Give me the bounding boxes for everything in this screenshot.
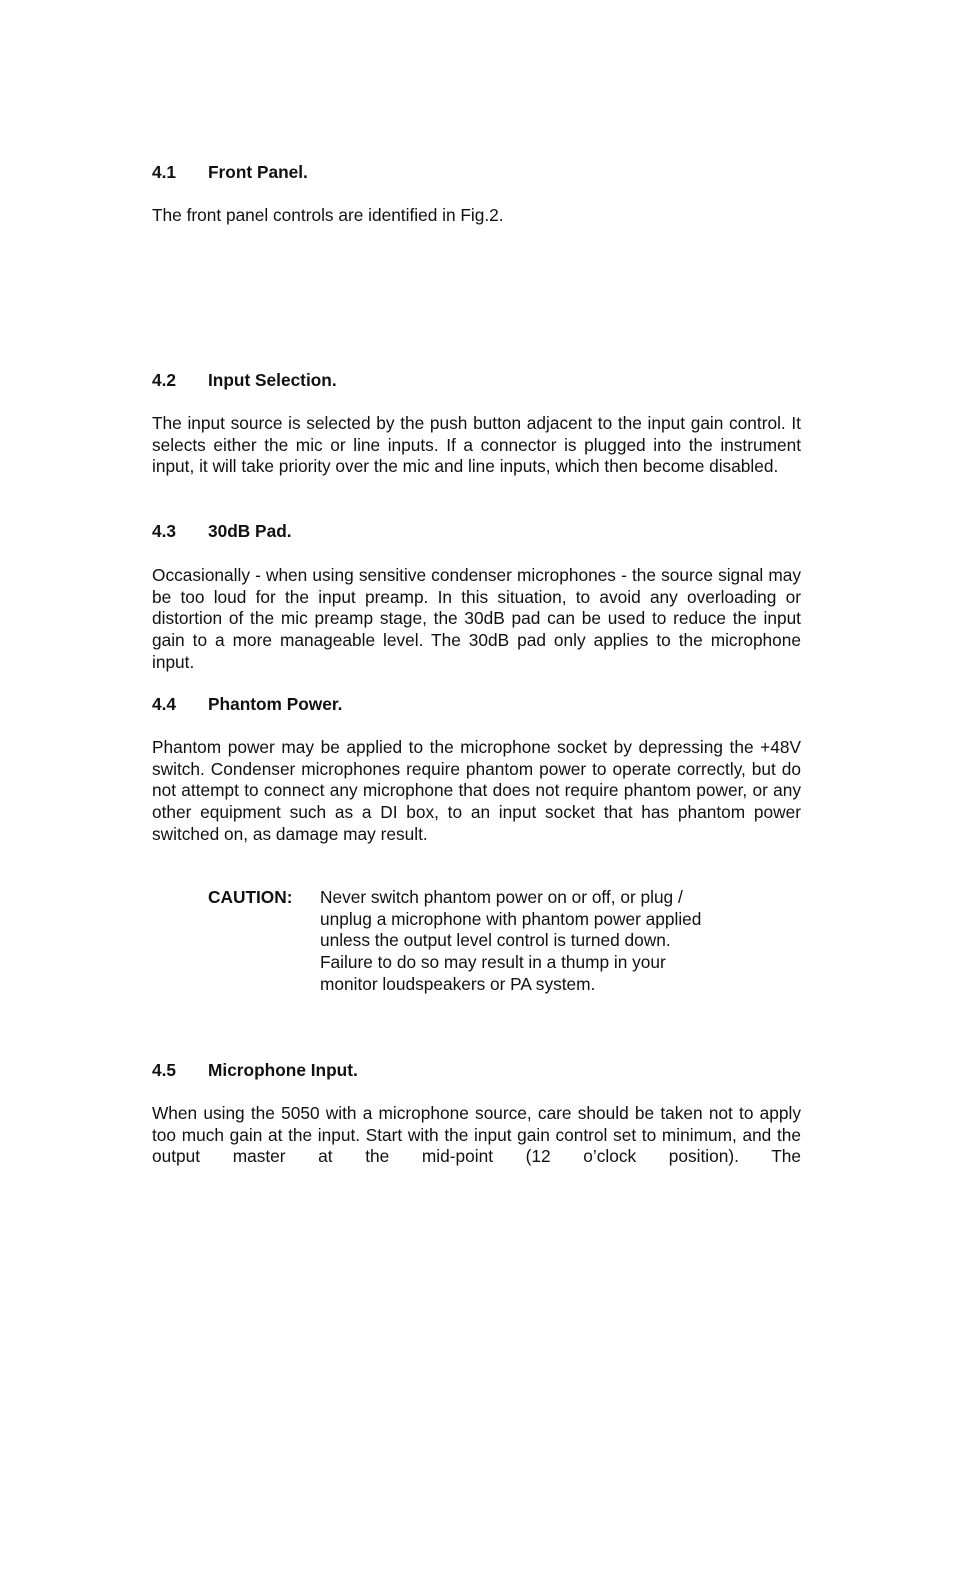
paragraph-30db-pad: Occasionally - when using sensitive condenser microphones - the source signal may be too loud for the input preamp. In this situation, to avoid any overloading or distortion of the mic preamp stage, the 30dB pad can be used to reduce the input gain to a more manageable level. The 30dB pad only applies to the microphone input. [152, 565, 801, 672]
section-title: Phantom Power. [208, 694, 343, 714]
section-title: Input Selection. [208, 370, 337, 390]
section-number: 4.5 [152, 1060, 177, 1080]
section-heading-microphone-input [152, 1060, 358, 1082]
section-title: Microphone Input. [208, 1060, 358, 1080]
section-title: Front Panel. [208, 162, 308, 182]
caution-line: Never switch phantom power on or off, or plug / [320, 887, 683, 907]
section-heading-30db-pad [152, 521, 292, 543]
section-number: 4.1 [152, 162, 177, 182]
caution-label: CAUTION: [208, 887, 293, 907]
section-heading-input-selection [152, 370, 337, 392]
caution-line: monitor loudspeakers or PA system. [320, 973, 596, 994]
paragraph-phantom-power: Phantom power may be applied to the microphone socket by depressing the +48V switch. Condenser microphones require phantom power to operate correctly, but do not attempt to connect any microphone that does not require phantom power, or any other equipment such as a DI box, to an input socket that has phantom power switched on, as damage may result. [152, 737, 801, 844]
section-heading-phantom-power [152, 694, 342, 716]
section-heading-front-panel [152, 162, 308, 184]
section-number: 4.4 [152, 694, 177, 714]
caution-line: unless the output level control is turned down. [320, 930, 671, 951]
paragraph-front-panel: The front panel controls are identified in Fig.2. [152, 205, 504, 225]
paragraph-microphone-input: When using the 5050 with a microphone source, care should be taken not to apply too much gain at the input. Start with the input gain control set to minimum, and the output master at the mid-point (12 o’clock position). The [152, 1103, 801, 1167]
caution-text [320, 887, 740, 996]
section-title: 30dB Pad. [208, 521, 292, 541]
section-number: 4.2 [152, 370, 177, 390]
section-number: 4.3 [152, 521, 177, 541]
caution-line: Failure to do so may result in a thump in your [320, 952, 666, 973]
caution-line: unplug a microphone with phantom power applied [320, 908, 702, 929]
paragraph-input-selection: The input source is selected by the push button adjacent to the input gain control. It selects either the mic or line inputs. If a connector is plugged into the instrument input, it will take priority over the mic and line inputs, which then become disabled. [152, 413, 801, 477]
